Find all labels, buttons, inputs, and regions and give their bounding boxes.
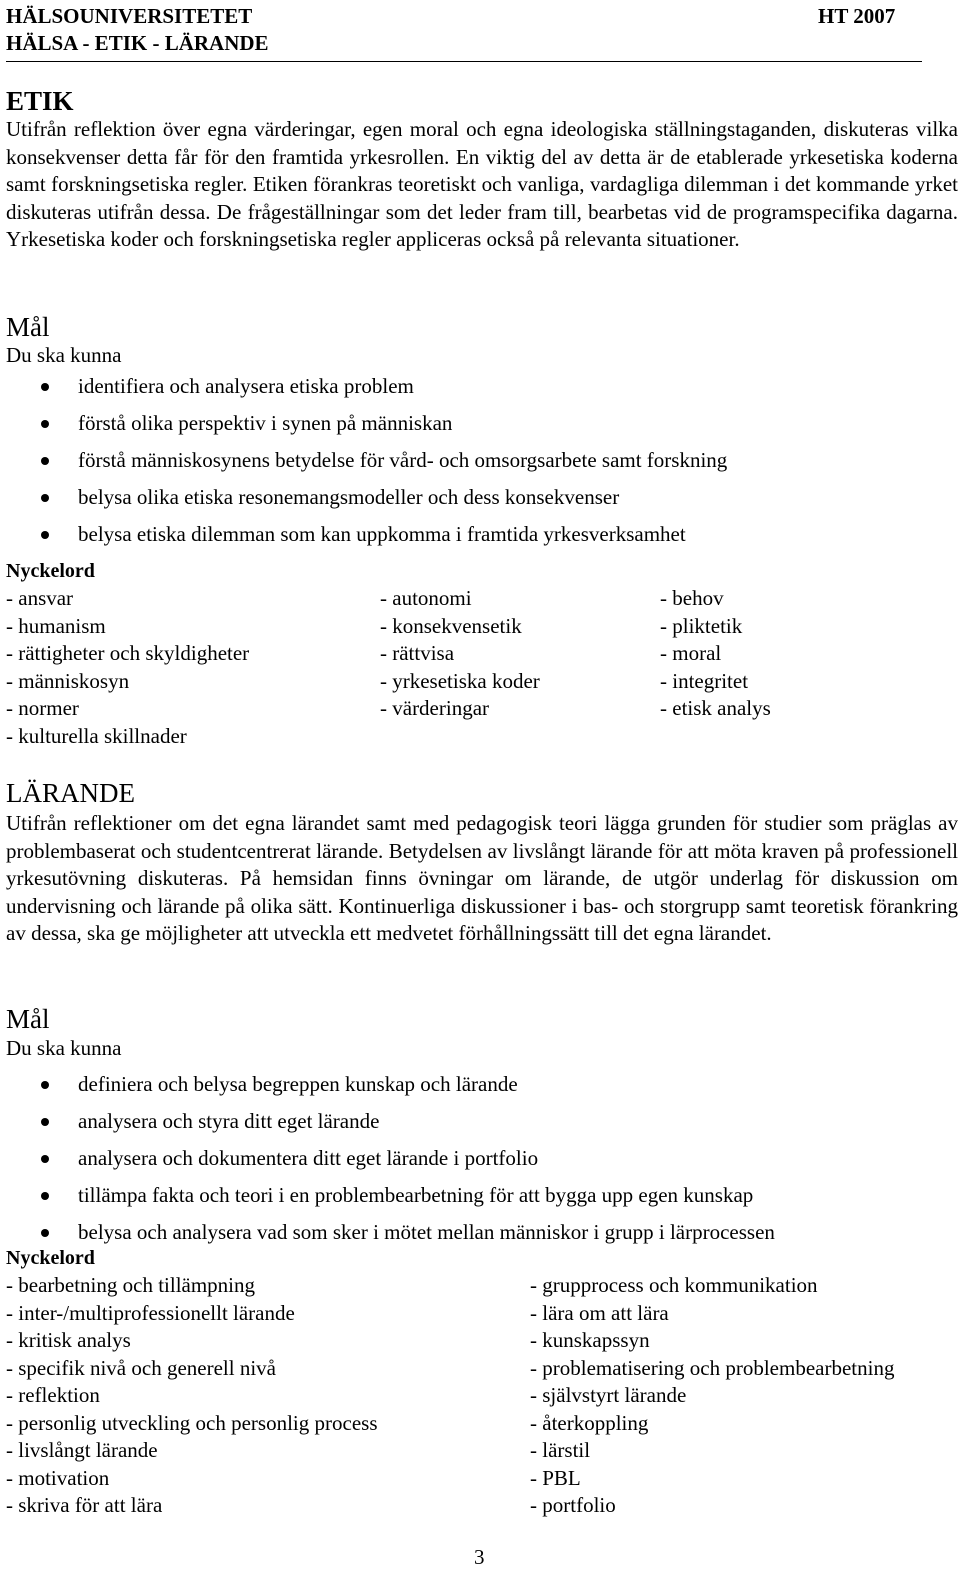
keyword-item: - ansvar bbox=[6, 586, 74, 610]
bullet-icon bbox=[41, 1192, 49, 1200]
goal-text: definiera och belysa begreppen kunskap och lärande bbox=[78, 1072, 518, 1096]
etik-title: ETIK bbox=[6, 86, 74, 116]
keyword-item: - självstyrt lärande bbox=[530, 1383, 687, 1407]
etik-keywords-col3 bbox=[660, 585, 771, 723]
larande-keywords-col2 bbox=[530, 1272, 894, 1520]
keyword-item: - återkoppling bbox=[530, 1410, 649, 1435]
larande-keywords-col1 bbox=[6, 1272, 378, 1520]
keyword-item: - kritisk analys bbox=[6, 1328, 131, 1352]
keyword-item: - värderingar bbox=[380, 696, 490, 721]
etik-keywords-title: Nyckelord bbox=[6, 560, 95, 582]
keyword-item: - moral bbox=[660, 641, 722, 666]
bullet-icon bbox=[41, 1118, 49, 1126]
bullet-icon bbox=[41, 457, 49, 465]
bullet-icon bbox=[41, 1229, 49, 1237]
keyword-item: - humanism bbox=[6, 613, 106, 638]
keyword-item: - etisk analys bbox=[660, 696, 771, 721]
larande-goals-title: Mål bbox=[6, 1004, 50, 1034]
keyword-item: - yrkesetiska koder bbox=[380, 668, 540, 693]
goal-item bbox=[6, 479, 727, 516]
keyword-item: - människosyn bbox=[6, 668, 130, 693]
keyword-item: - pliktetik bbox=[660, 613, 743, 638]
keyword-item: - normer bbox=[6, 696, 79, 721]
goal-item bbox=[6, 1066, 775, 1103]
larande-goals-list bbox=[6, 1066, 775, 1251]
etik-keywords-col1 bbox=[6, 585, 249, 751]
goal-item bbox=[6, 442, 727, 479]
goal-text: belysa etiska dilemman som kan uppkomma i framtida yrkesverksamhet bbox=[78, 522, 686, 546]
bullet-icon bbox=[41, 383, 49, 391]
keyword-item: - reflektion bbox=[6, 1383, 100, 1407]
keyword-item: - portfolio bbox=[530, 1493, 616, 1517]
goal-text: förstå människosynens betydelse för vård- och omsorgsarbete samt forskning bbox=[78, 448, 728, 472]
keyword-item: - livslångt lärande bbox=[6, 1438, 158, 1462]
keyword-item: - kulturella skillnader bbox=[6, 723, 187, 748]
keyword-item: - PBL bbox=[530, 1465, 581, 1490]
larande-title: LÄRANDE bbox=[6, 778, 135, 808]
bullet-icon bbox=[41, 1155, 49, 1163]
goal-text: analysera och styra ditt eget lärande bbox=[78, 1109, 380, 1133]
goal-item bbox=[6, 1140, 775, 1177]
goal-text: analysera och dokumentera ditt eget lärande i portfolio bbox=[78, 1146, 539, 1170]
keyword-item: - bearbetning och tillämpning bbox=[6, 1273, 256, 1297]
keyword-item: - integritet bbox=[660, 668, 749, 693]
larande-keywords-title: Nyckelord bbox=[6, 1247, 95, 1269]
goal-item bbox=[6, 1103, 775, 1140]
keyword-item: - lärstil bbox=[530, 1438, 591, 1462]
goal-item bbox=[6, 516, 727, 553]
bullet-icon bbox=[41, 1081, 49, 1089]
bullet-icon bbox=[41, 531, 49, 539]
keyword-item: - kunskapssyn bbox=[530, 1328, 650, 1352]
bullet-icon bbox=[41, 420, 49, 428]
etik-goals-intro: Du ska kunna bbox=[6, 343, 122, 367]
larande-paragraph: Utifrån reflektioner om det egna lärandet samt med pedagogisk teori lägga grunden för studier som präglas av problembaserat och studentcentrerat lärande. Betydelsen av livslångt lärande för att möta kraven på professionell yrkesutövning diskuteras. På hemsidan finns övningar om lärande, de utgör underlag för diskussion om undervisning och lärande på olika sätt. Kontinuerliga diskussioner i bas- och storgrupp samt teoretisk förankring av dessa, ska ge möjligheter att utveckla ett medvetet förhållningssätt till det egna lärandet. bbox=[6, 811, 958, 946]
goal-item bbox=[6, 368, 727, 405]
larande-goals-intro: Du ska kunna bbox=[6, 1036, 122, 1060]
etik-goals-title: Mål bbox=[6, 312, 50, 342]
keyword-item: - personlig utveckling och personlig process bbox=[6, 1410, 378, 1435]
keyword-item: - grupprocess och kommunikation bbox=[530, 1273, 818, 1297]
keyword-item: - motivation bbox=[6, 1465, 110, 1490]
keyword-item: - inter-/multiprofessionellt lärande bbox=[6, 1300, 295, 1325]
etik-goals-list bbox=[6, 368, 727, 553]
keyword-item: - lära om att lära bbox=[530, 1300, 669, 1325]
header-rule bbox=[6, 61, 922, 62]
header-institution: HÄLSOUNIVERSITETET bbox=[6, 4, 253, 28]
goal-text: identifiera och analysera etiska problem bbox=[78, 374, 414, 398]
goal-item bbox=[6, 405, 727, 442]
keyword-item: - specifik nivå och generell nivå bbox=[6, 1355, 276, 1380]
goal-item bbox=[6, 1214, 775, 1251]
keyword-item: - konsekvensetik bbox=[380, 613, 522, 638]
goal-text: belysa olika etiska resonemangsmodeller och dess konsekvenser bbox=[78, 485, 620, 509]
page-number: 3 bbox=[474, 1545, 485, 1569]
keyword-item: - autonomi bbox=[380, 586, 472, 610]
keyword-item: - rättigheter och skyldigheter bbox=[6, 641, 250, 666]
goal-item bbox=[6, 1177, 775, 1214]
keyword-item: - rättvisa bbox=[380, 641, 455, 666]
header-term: HT 2007 bbox=[818, 4, 896, 28]
etik-keywords-col2 bbox=[380, 585, 540, 723]
goal-text: tillämpa fakta och teori i en problembearbetning för att bygga upp egen kunskap bbox=[78, 1183, 754, 1207]
bullet-icon bbox=[41, 494, 49, 502]
header-course: HÄLSA - ETIK - LÄRANDE bbox=[6, 31, 269, 55]
goal-text: förstå olika perspektiv i synen på människan bbox=[78, 411, 453, 435]
keyword-item: - problematisering och problembearbetning bbox=[530, 1355, 895, 1380]
keyword-item: - skriva för att lära bbox=[6, 1493, 163, 1517]
keyword-item: - behov bbox=[660, 586, 724, 610]
goal-text: belysa och analysera vad som sker i mötet mellan människor i grupp i lärprocessen bbox=[78, 1220, 775, 1244]
etik-paragraph: Utifrån reflektion över egna värderingar, egen moral och egna ideologiska ställningstaganden, diskuteras vilka konsekvenser detta får för den framtida yrkesrollen. En viktig del av detta är de etablerade yrkesetiska koderna samt forskningsetiska regler. Etiken förankras teoretiskt och vanliga, vardagliga dilemman i det kommande yrket diskuteras utifrån dessa. De frågeställningar som det leder fram till, bearbetas vid de programspecifika dagarna. Yrkesetiska koder och forskningsetiska regler appliceras också på relevanta situationer. bbox=[6, 117, 958, 252]
